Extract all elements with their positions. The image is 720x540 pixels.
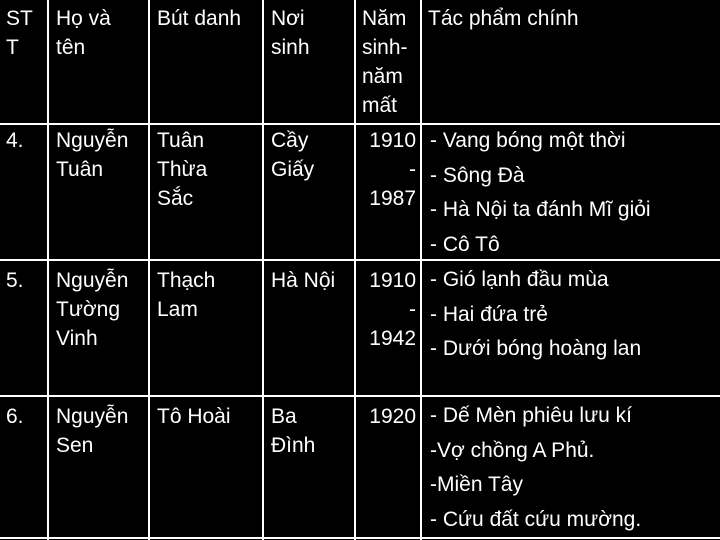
column-divider xyxy=(262,0,264,540)
cell-but-danh: Thạch Lam xyxy=(157,269,216,321)
work-item: - Vang bóng một thời xyxy=(430,129,626,152)
cell-tac-pham xyxy=(430,263,718,367)
work-item: - Dế Mèn phiêu lưu kí xyxy=(430,404,632,427)
cell-nam-sinh: 1910 - 1987 xyxy=(369,129,416,210)
column-divider xyxy=(148,0,150,540)
cell-ho-ten: Nguyễn Sen xyxy=(56,405,129,457)
header-stt: ST T xyxy=(6,7,33,59)
cell-but-danh: Tô Hoài xyxy=(157,405,231,428)
header-ho-ten: Họ và tên xyxy=(56,7,111,59)
cell-ho-ten: Nguyễn Tường Vinh xyxy=(56,269,129,350)
cell-noi-sinh: Cầy Giấy xyxy=(271,129,315,181)
cell-noi-sinh: Ba Đình xyxy=(271,405,316,457)
cell-stt: 6. xyxy=(6,405,24,428)
cell-stt: 5. xyxy=(6,269,24,292)
column-divider xyxy=(47,0,49,540)
work-item: - Cô Tô xyxy=(430,232,500,256)
work-item: - Gió lạnh đầu mùa xyxy=(430,268,609,291)
work-item: -Miền Tây xyxy=(430,473,523,496)
work-item: - Sông Đà xyxy=(430,163,525,187)
work-item: - Cứu đất cứu mường. xyxy=(430,507,642,531)
work-item: - Hai đứa trẻ xyxy=(430,302,548,326)
row-divider xyxy=(0,395,720,397)
column-divider xyxy=(420,0,422,540)
work-item: - Dưới bóng hoàng lan xyxy=(430,337,642,360)
row-divider xyxy=(0,537,720,539)
cell-nam-sinh: 1910 - 1942 xyxy=(369,269,416,350)
header-noi-sinh: Nơi sinh xyxy=(271,7,310,59)
header-nam-sinh: Năm sinh- năm mất xyxy=(362,7,408,117)
cell-ho-ten: Nguyễn Tuân xyxy=(56,129,129,181)
work-item: -Vợ chồng A Phủ. xyxy=(430,438,595,462)
header-but-danh: Bút danh xyxy=(157,7,242,30)
cell-tac-pham xyxy=(430,124,718,262)
cell-tac-pham xyxy=(430,399,718,537)
cell-but-danh: Tuân Thừa Sắc xyxy=(157,129,208,210)
cell-nam-sinh: 1920 xyxy=(369,405,416,428)
work-item: - Hà Nội ta đánh Mĩ giỏi xyxy=(430,198,651,221)
cell-stt: 4. xyxy=(6,129,24,152)
cell-noi-sinh: Hà Nội xyxy=(271,269,336,292)
header-tac-pham: Tác phẩm chính xyxy=(428,7,579,30)
